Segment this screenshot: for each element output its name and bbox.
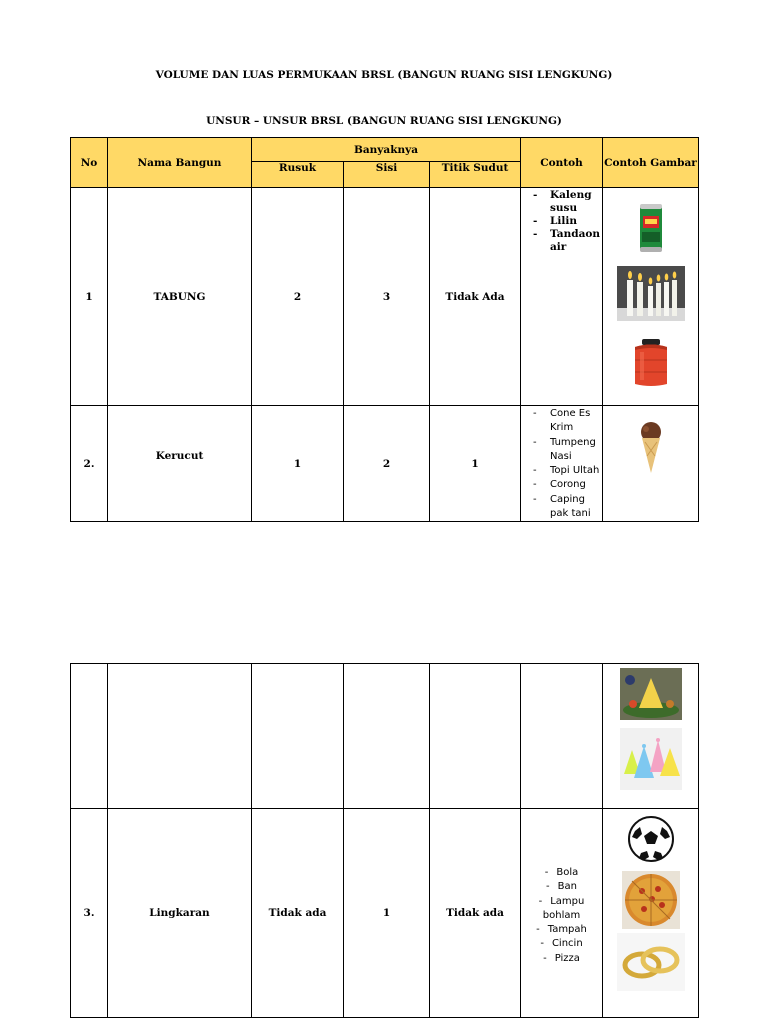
row-nama-bangun: Lingkaran (108, 809, 252, 1018)
page-title: VOLUME DAN LUAS PERMUKAAN BRSL (BANGUN RUANG SISI LENGKUNG) (155, 69, 613, 81)
list-item: - Cone Es Krim (521, 407, 602, 436)
header-banyaknya: Banyaknya (252, 138, 521, 162)
list-item: - Kaleng susu (521, 189, 602, 215)
row-contoh (521, 406, 603, 522)
row-rusuk: 1 (252, 406, 344, 522)
header-contoh: Contoh (521, 138, 603, 188)
ice-cream-cone-image (636, 420, 666, 474)
header-titik-sudut: Titik Sudut (430, 162, 521, 188)
row-titik-sudut: Tidak Ada (430, 188, 521, 406)
header-nama-bangun: Nama Bangun (108, 138, 252, 188)
row-contoh-gambar (603, 406, 699, 522)
row-sisi: 2 (344, 406, 430, 522)
list-item: - Tampah (521, 923, 602, 937)
list-item: - Cincin (521, 937, 602, 951)
candles-image (617, 266, 685, 321)
list-item: - Bola (521, 866, 602, 880)
row-sisi: 1 (344, 809, 430, 1018)
row-rusuk: Tidak ada (252, 809, 344, 1018)
header-sisi: Sisi (344, 162, 430, 188)
page-subtitle: UNSUR – UNSUR BRSL (BANGUN RUANG SISI LENGKUNG) (206, 115, 562, 127)
row-titik-sudut: 1 (430, 406, 521, 522)
table-row (71, 188, 699, 406)
list-item: - Tandaon air (521, 228, 602, 254)
header-rusuk: Rusuk (252, 162, 344, 188)
soccer-ball-image (627, 815, 675, 863)
list-item: - Ban (521, 880, 602, 894)
list-item: - Caping pak tani (521, 493, 602, 522)
pizza-image (622, 871, 680, 929)
row-nama-bangun: TABUNG (108, 188, 252, 406)
rings-image (617, 933, 685, 991)
list-item: - Topi Ultah (521, 464, 602, 478)
row-sisi: 3 (344, 188, 430, 406)
row-contoh-gambar (603, 664, 699, 809)
row-contoh-gambar (603, 188, 699, 406)
row-titik-sudut: Tidak ada (430, 809, 521, 1018)
header-contoh-gambar: Contoh Gambar (603, 138, 699, 188)
brsl-table-part-1 (70, 137, 699, 522)
row-no: 3. (71, 809, 108, 1018)
row-no: 2. (71, 406, 108, 522)
table-row (71, 406, 699, 522)
table-row (71, 664, 699, 809)
table-row (71, 809, 699, 1018)
list-item: - Tumpeng Nasi (521, 436, 602, 465)
row-contoh (521, 188, 603, 406)
tumpeng-image (620, 668, 682, 720)
party-hats-image (620, 728, 682, 790)
list-item: - Lilin (521, 215, 602, 228)
brsl-table-part-2 (70, 663, 699, 1018)
list-item: - Corong (521, 478, 602, 492)
list-item: - Lampu bohlam (521, 895, 602, 924)
row-no: 1 (71, 188, 108, 406)
can-image (638, 202, 664, 254)
list-item: - Pizza (521, 952, 602, 966)
water-tank-image (632, 338, 670, 388)
row-contoh (521, 809, 603, 1018)
row-rusuk: 2 (252, 188, 344, 406)
row-nama-bangun: Kerucut (108, 406, 252, 522)
header-no: No (71, 138, 108, 188)
row-contoh-gambar (603, 809, 699, 1018)
